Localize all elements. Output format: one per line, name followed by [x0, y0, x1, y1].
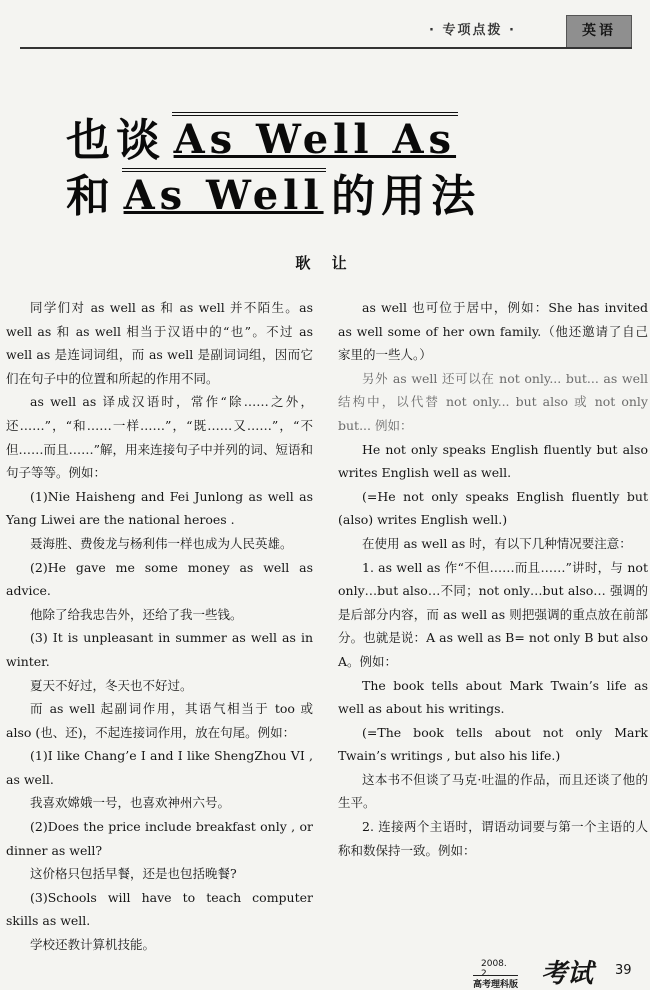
page-number: 39 [615, 963, 632, 978]
header-divider [20, 47, 632, 49]
example-sentence: (3) It is unpleasant in summer as well as in winter. [6, 630, 313, 669]
magazine-logo: 考试 [541, 959, 594, 989]
example-translation: 学校还教计算机技能。 [30, 937, 156, 953]
example-sentence: (2)Does the price include breakfast only , or dinner as well? [6, 819, 313, 858]
edition-label: 高考理科版 [473, 975, 518, 990]
left-column [6, 296, 313, 957]
example-sentence: (1)Nie Haisheng and Fei Junlong as well as Yang Liwei are the national heroes . [6, 488, 313, 528]
article-title-line-2 [66, 160, 481, 224]
example-translation: 聂海胜、费俊龙与杨利伟一样也成为人民英雄。 [30, 535, 293, 551]
section-tag: · 专项点拨 · [429, 23, 516, 38]
example-sentence: (=The book tells about not only Mark Twain’s writings , but also his life.) [338, 724, 648, 764]
example-translation: 这价格只包括早餐，还是也包括晚餐? [30, 866, 237, 882]
paragraph: as well 也可位于居中，例如：She has invited as well some of her own family.（他还邀请了自己家里的一些人。） [338, 300, 648, 363]
example-translation: 这本书不但谈了马克·吐温的作品，而且还谈了他的生平。 [338, 771, 648, 811]
paragraph: 1. as well as 作“不但……而且……”讲时，与 not only…but also…不同；not only…but also… 强调的是后部分内容，而 as well as 则把强调的重点放在前部分。也就是说：A as well as B= not only B but also A。例如： [338, 559, 648, 669]
example-translation: 我喜欢嫦娥一号，也喜欢神州六号。 [30, 795, 231, 811]
author-name: 耿 让 [295, 254, 355, 272]
right-column [338, 296, 648, 862]
paragraph: 另外 as well 还可以在 not only... but... as well 结构中，以代替 not only... but also 或 not only but... 例如： [338, 370, 648, 433]
title-cjk-part: 的用法 [331, 171, 482, 222]
issue-date: 2008. 2. [481, 959, 507, 979]
example-sentence: (3)Schools will have to teach computer skills as well. [6, 889, 313, 929]
title-latin-part: As Well [122, 168, 326, 219]
example-translation: 他除了给我忠告外，还给了我一些钱。 [30, 606, 243, 622]
example-sentence: (=He not only speaks English fluently but (also) writes English well.) [338, 488, 648, 528]
example-sentence: He not only speaks English fluently but also writes English well as well. [338, 441, 648, 481]
example-sentence: (2)He gave me some money as well as advice. [6, 559, 313, 599]
example-translation: 夏天不好过，冬天也不好过。 [30, 677, 193, 693]
title-cjk-part: 和 [66, 171, 116, 222]
title-latin-part: As Well As [172, 112, 458, 163]
title-cjk-part: 也谈 [66, 115, 166, 166]
article-title-line-1 [66, 104, 458, 168]
example-sentence: (1)I like Chang’e I and I like ShengZhou VI , as well. [6, 748, 313, 787]
paragraph: 2. 连接两个主语时，谓语动词要与第一个主语的人称和数保持一致。例如： [338, 819, 648, 858]
paragraph: 在使用 as well as 时，有以下几种情况要注意： [362, 535, 632, 551]
paragraph: 而 as well 起副词作用，其语气相当于 too 或 also (也、还)，不起连接词作用，放在句尾。例如： [6, 701, 313, 740]
paragraph: as well as 译成汉语时，常作“除……之外，还……”，“和……一样……”，“既……又……”，“不但……而且……”解，用来连接句子中并列的词、短语和句子等等。例如： [6, 394, 313, 481]
paragraph: 同学们对 as well as 和 as well 并不陌生。as well as 和 as well 相当于汉语中的“也”。不过 as well as 是连词词组，而 as well 是副词词组，因而它们在句子中的位置和所起的作用不同。 [6, 300, 313, 386]
example-sentence: The book tells about Mark Twain’s life as well as about his writings. [338, 677, 648, 717]
subject-tab: 英语 [566, 15, 632, 48]
